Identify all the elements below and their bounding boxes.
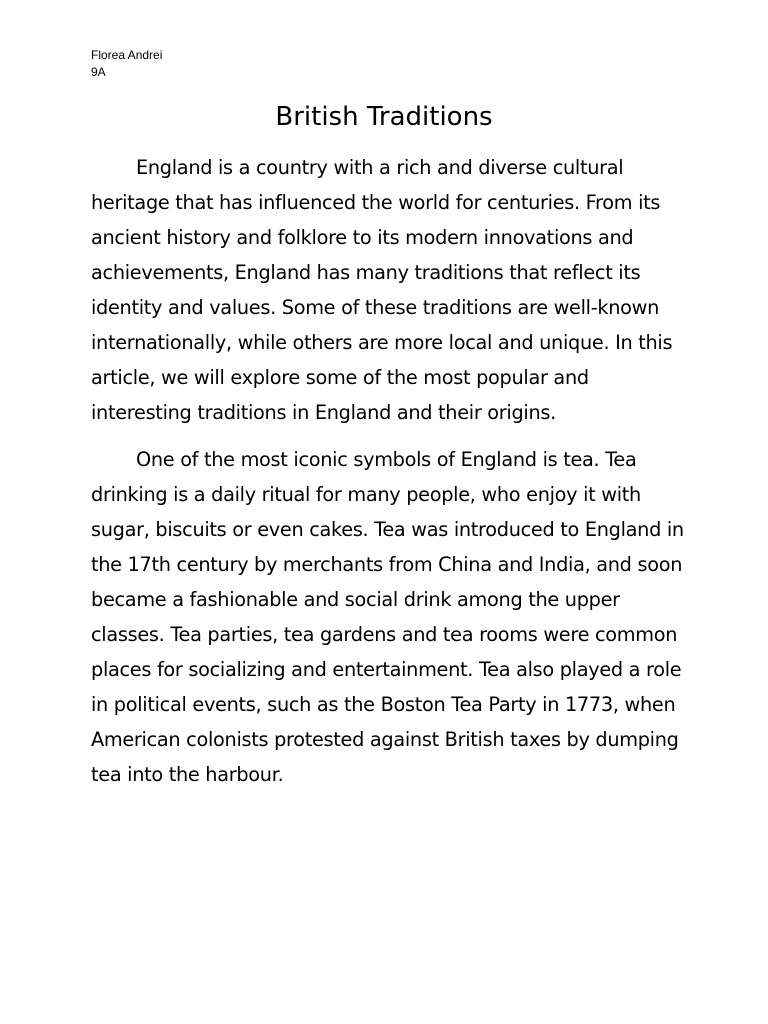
document-title: British Traditions (275, 102, 493, 132)
paragraph-tea: One of the most iconic symbols of England is tea. Tea drinking is a daily ritual for many people, who enjoy it with sugar, biscuits or even cakes. Tea was introduced to England in the 17th century by merchants from China and India, and soon became a fashionable and social drink among the upper classes. Tea parties, tea gardens and tea rooms were common places for socializing and entertainment. Tea also played a role in political events, such as the Boston Tea Party in 1773, when American colonists protested against British taxes by dumping tea into the harbour. (91, 448, 684, 786)
paragraph-intro: England is a country with a rich and diverse cultural heritage that has influenced the world for centuries. From its ancient history and folklore to its modern innovations and achievements, England has many traditions that reflect its identity and values. Some of these traditions are well-known internationally, while others are more local and unique. In this article, we will explore some of the most popular and interesting traditions in England and their origins. (91, 156, 673, 424)
author-class: 9A (91, 65, 106, 79)
author-block (91, 47, 162, 81)
document-body (91, 150, 691, 804)
author-name: Florea Andrei (91, 48, 163, 62)
